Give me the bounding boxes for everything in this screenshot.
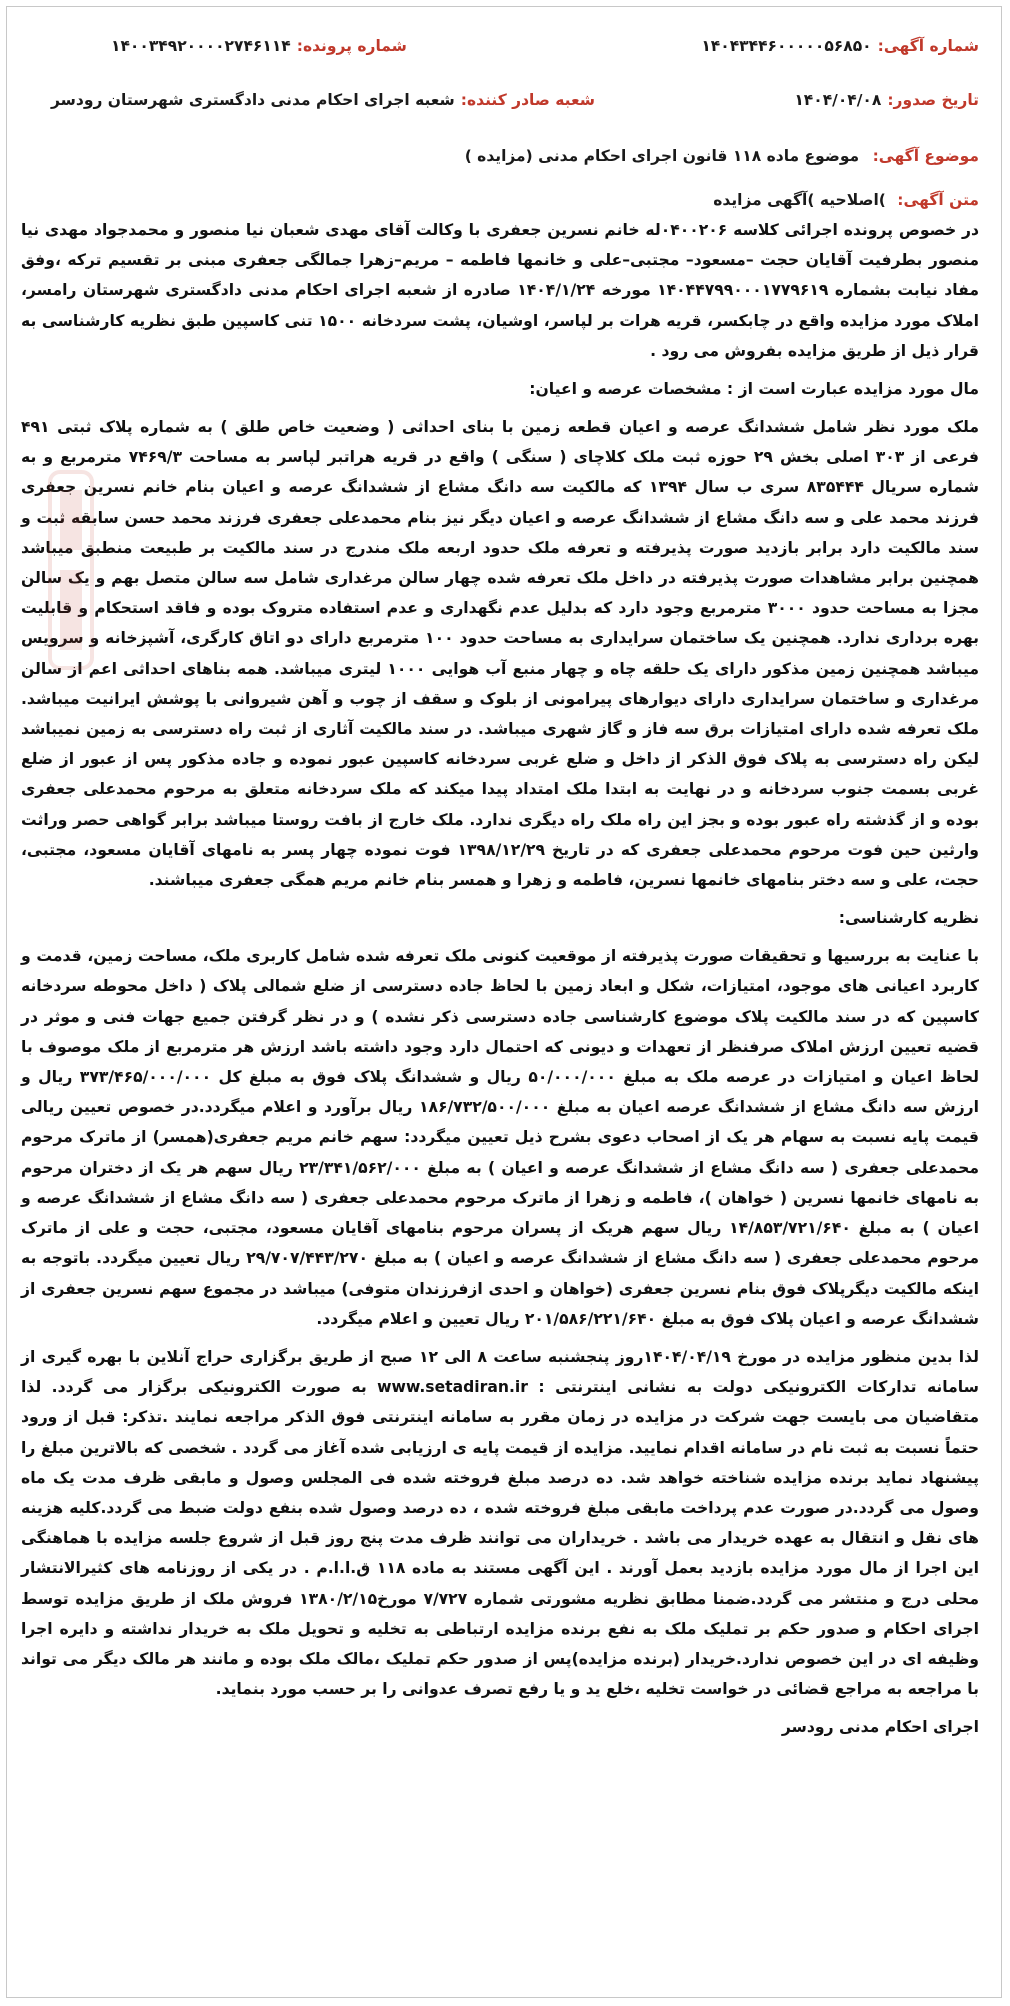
- issue-date-value: ۱۴۰۴/۰۴/۰۸: [794, 91, 882, 109]
- expert-opinion-heading: نظریه کارشناسی:: [838, 909, 979, 928]
- notice-document: [6, 6, 1002, 1998]
- property-heading: مال مورد مزایده عبارت است از : مشخصات عرصه و اعیان:: [529, 380, 979, 399]
- auction-info-paragraph: لذا بدین منظور مزایده در مورخ ۱۴۰۴/۰۴/۱۹روز پنجشنبه ساعت ۸ الی ۱۲ صبح از طریق برگزاری حراج آنلاین با بهره گیری از سامانه تدارکات الکترونیکی دولت به نشانی اینترنتی : www.setadiran.ir به صورت الکترونیکی برگزار می گردد. لذا متقاضیان می بایست جهت شرکت در مزایده در زمان مقرر به سامانه اینترنتی فوق الذکر مراجعه نمایند .تذکر: قبل از ورود حتماً نسبت به ثبت نام در سامانه اقدام نمایید. مزایده از قیمت پایه ی ارزیابی شده آغاز می گردد . شخصی که بالاترین مبلغ را پیشنهاد نماید برنده مزایده شناخته خواهد شد. ده درصد مبلغ فروخته شده فی المجلس وصول و مابقی ظرف مدت یک ماه وصول می گردد.در صورت عدم پرداخت مابقی مبلغ فروخته شده ، ده درصد وصول شده بنفع دولت ضبط می گردد.کلیه هزینه های نقل و انتقال به عهده خریدار می باشد . خریداران می توانند ظرف مدت پنج روز قبل از شروع جلسه مزایده با هماهنگی این اجرا از مال مورد مزایده بازدید بعمل آورند . این آگهی مستند به ماده ۱۱۸ ق.ا.ا.م . در یکی از روزنامه های کثیرالانتشار محلی درج و منتشر می گردد.ضمنا مطابق نظریه مشورتی شماره ۷/۷۲۷ مورخ۱۳۸۰/۲/۱۵ فروش ملک از طریق مزایده توسط اجرای احکام و صدور حکم بر تملیک ملک به نفع برنده مزایده ارتباطی به تخلیه و تحویل ملک به خریدار نداشته و دایره اجرا وظیفه ای در این خصوص ندارد.خریدار (برنده مزایده)پس از صدور حکم تملیک ،مالک ملک بوده و مانند هر مالک دیگر می تواند با مراجعه به مراجع قضائی در خواست تخلیه ،خلع ید و یا رفع تصرف عدوانی را بر حسب مورد بنماید.: [21, 1347, 979, 1699]
- expert-opinion-paragraph: با عنایت به بررسیها و تحقیقات صورت پذیرفته از موقعیت کنونی ملک تعرفه شده شامل کاربری ملک، مساحت زمین، قدمت و کاربرد اعیانی های موجود، امتیازات، شکل و ابعاد زمین با لحاظ جاده دسترسی از ضلع شمالی پلاک ( داخل محوطه سردخانه کاسپین که در سند مالکیت پلاک موضوع کارشناسی جاده دسترسی ذکر نشده ) و در نظر گرفتن جمیع جهات فنی و موثر در قضیه تعیین ارزش املاک صرفنظر از تعهدات و دیونی که احتمال دارد وجود داشته باشد ارزش هر مترمربع از ملک موصوف با لحاظ اعیان و امتیازات در عرصه ملک به مبلغ ۵۰/۰۰۰/۰۰۰ ریال و ششدانگ پلاک فوق به مبلغ کل ۳۷۳/۴۶۵/۰۰۰/۰۰۰ ریال و ارزش سه دانگ مشاع از ششدانگ عرصه اعیان به مبلغ ۱۸۶/۷۳۲/۵۰۰/۰۰۰ ریال برآورد و اعلام میگردد.در خصوص تعیین ریالی قیمت پایه نسبت به سهام هر یک از اصحاب دعوی بشرح ذیل تعیین میگردد: سهم خانم مریم جعفری(همسر) از ماترک مرحوم محمدعلی جعفری ( سه دانگ مشاع از ششدانگ عرصه و اعیان ) به مبلغ ۲۳/۳۴۱/۵۶۲/۰۰۰ ریال سهم هر یک از دختران مرحوم به نامهای خانمها نسرین ( خواهان )، فاطمه و زهرا از ماترک مرحوم محمدعلی جعفری ( سه دانگ مشاع از ششدانگ عرصه و اعیان ) به مبلغ ۱۴/۸۵۳/۷۲۱/۶۴۰ ریال سهم هریک از پسران مرحوم بنامهای آقایان مسعود، مجتبی، حجت و علی از ماترک مرحوم محمدعلی جعفری ( سه دانگ مشاع از ششدانگ عرصه و اعیان ) به مبلغ ۲۹/۷۰۷/۴۴۳/۲۷۰ ریال تعیین میگردد. باتوجه به اینکه مالکیت دیگرپلاک فوق بنام نسرین جعفری (خواهان و احدی ازفرزندان متوفی) میباشد در مجموع سهم نسرین جعفری از ششدانگ عرصه و اعیان پلاک فوق به مبلغ ۲۰۱/۵۸۶/۲۲۱/۶۴۰ ریال تعیین و اعلام میگردد.: [21, 947, 979, 1328]
- ad-number-value: ۱۴۰۴۳۴۴۶۰۰۰۰۰۵۶۸۵۰: [701, 37, 872, 55]
- property-description: ملک مورد نظر شامل ششدانگ عرصه و اعیان قطعه زمین با بنای احداثی ( وضعیت خاص طلق ) به شماره پلاک ثبتی ۴۹۱ فرعی از ۳۰۳ اصلی بخش ۲۹ حوزه ثبت ملک کلاچای ( سنگی ) واقع در قریه هراتبر لپاسر به مساحت ۷۴۶۹/۳ مترمربع و به شماره سریال ۸۳۵۴۴۴ سری ب سال ۱۳۹۴ که مالکیت سه دانگ مشاع از ششدانگ عرصه و اعیان بنام خانم نسرین جعفری فرزند محمد علی و سه دانگ مشاع از ششدانگ عرصه و اعیان دیگر نیز بنام محمدعلی جعفری فرزند محمد حسن سابقه ثبت و سند مالکیت دارد برابر بازدید صورت پذیرفته و تعرفه ملک حدود اربعه ملک مندرج در سند مالکیت بر طبیعت منطبق میباشد همچنین برابر مشاهدات صورت پذیرفته در داخل ملک تعرفه شده چهار سالن مرغداری شامل سه سالن متصل بهم و یک سالن مجزا به مساحت حدود ۳۰۰۰ مترمربع وجود دارد که بدلیل عدم نگهداری و عدم استفاده متروک بوده و فاقد استحکام و قابلیت بهره برداری ندارد. همچنین یک ساختمان سرایداری به مساحت حدود ۱۰۰ مترمربع دارای دو اتاق کارگری، آشپزخانه و سرویس میباشد همچنین زمین مذکور دارای یک حلقه چاه و چهار منبع آب هوایی ۱۰۰۰ لیتری میباشد. همه بناهای احداثی اعم از سالن مرغداری و ساختمان سرایداری دارای دیوارهای پیرامونی از بلوک و سقف از چوب و آهن شیروانی با پوشش ایرانیت میباشد. ملک تعرفه شده دارای امتیازات برق سه فاز و گاز شهری میباشد. در سند مالکیت آثاری از ثبت راه دسترسی به زمین نمیباشد لیکن راه دسترسی به پلاک فوق الذکر از داخل و ضلع غربی سردخانه کاسپین عبور نموده و جاده مذکور پس از عبور از ضلع غربی بسمت جنوب سردخانه و در نهایت به ابتدا ملک امتداد پیدا میکند که ملک سردخانه متعلق به مرحوم محمدعلی جعفری بوده و از گذشته راه عبور بوده و بجز این راه ملک راه دیگری ندارد. ملک خارج از بافت روستا میباشد برابر گواهی حصر وراثت وارثین حین فوت مرحوم محمدعلی جعفری که در تاریخ ۱۳۹۸/۱۲/۲۹ فوت نموده چهار پسر به نامهای آقایان مسعود، مجتبی، حجت، علی و سه دختر بنامهای خانمها نسرین، فاطمه و زهرا و همسر بنام خانم مریم همگی جعفری میباشند.: [21, 418, 980, 890]
- issue-date-label: تاریخ صدور:: [887, 91, 979, 109]
- issue-date-field: [794, 91, 979, 109]
- ad-number-label: شماره آگهی:: [877, 37, 979, 55]
- intro-paragraph: در خصوص پرونده اجرائی کلاسه ۰۴۰۰۲۰۶له خانم نسرین جعفری با وکالت آقای مهدی شعبان نیا منصور و محمدجواد مهدی نیا منصور بطرفیت آقایان حجت –مسعود– مجتبی–علی و خانمها فاطمه – مریم–زهرا جمالگی جعفری مبنی بر تقسیم ترکه ،وفق مفاد نیابت بشماره ۱۴۰۴۴۷۹۹۰۰۰۱۷۷۹۶۱۹ مورخه ۱۴۰۴/۱/۲۴ صادره از شعبه اجرای احکام مدنی دادگستری شهرستان رامسر، املاک مورد مزایده واقع در چابکسر، قریه هرات بر لپاسر، اوشیان، پشت سردخانه ۱۵۰۰ تنی کاسپین طبق نظریه کارشناسی به قرار ذیل از طریق مزایده بفروش می رود .: [21, 221, 979, 360]
- subject-row: [21, 147, 989, 165]
- issuer-label: شعبه صادر کننده:: [460, 91, 595, 109]
- header-row-numbers: [21, 29, 989, 63]
- file-number-value: ۱۴۰۰۳۴۹۲۰۰۰۰۲۷۴۶۱۱۴: [111, 37, 291, 55]
- issuer-field: [51, 91, 595, 109]
- issuer-value: شعبه اجرای احکام مدنی دادگستری شهرستان رودسر: [51, 91, 455, 109]
- file-number-field: [111, 37, 407, 55]
- signature: اجرای احکام مدنی رودسر: [781, 1718, 979, 1737]
- text-label: متن آگهی:: [897, 191, 979, 209]
- subject-value: موضوع ماده ۱۱۸ قانون اجرای احکام مدنی (مزایده ): [464, 147, 860, 165]
- file-number-label: شماره پرونده:: [296, 37, 407, 55]
- ad-number-field: [701, 37, 979, 55]
- header-row-meta: [21, 83, 989, 117]
- subject-label: موضوع آگهی:: [872, 147, 979, 165]
- text-value: )اصلاحیه )آگهی مزایده: [713, 191, 886, 209]
- text-title-row: [21, 191, 989, 209]
